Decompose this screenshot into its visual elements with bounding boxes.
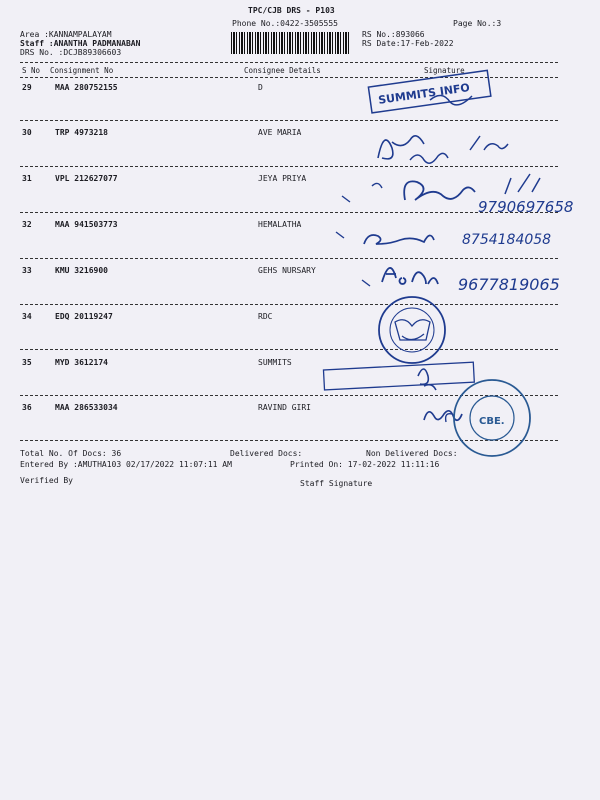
- row-consignment: MAA 280752155: [55, 83, 118, 92]
- row-sno: 31: [22, 174, 32, 183]
- round-stamp-34: [379, 297, 445, 363]
- phone-33: 9677819065: [458, 275, 560, 294]
- round-stamp-36: [454, 380, 530, 456]
- area-label: Area :KANNAMPALAYAM: [20, 30, 112, 39]
- row-consignee: SUMMITS: [258, 358, 292, 367]
- phone-31: 9790697658: [478, 198, 574, 216]
- stamp-round-text: CBE.: [479, 416, 505, 427]
- row-sno: 33: [22, 266, 32, 275]
- row-sno: 35: [22, 358, 32, 367]
- row-consignee: RDC: [258, 312, 273, 321]
- row-sno: 34: [22, 312, 32, 321]
- rs-number: RS No.:893066: [362, 30, 425, 39]
- row-consignment: KMU 3216900: [55, 266, 108, 275]
- col-consignee: Consignee Details: [244, 66, 321, 75]
- col-sno: S No: [22, 66, 41, 75]
- row-sno: 30: [22, 128, 32, 137]
- row-consignment: TRP 4973218: [55, 128, 108, 137]
- row-consignment: MAA 286533034: [55, 403, 118, 412]
- row-consignment: EDQ 20119247: [55, 312, 113, 321]
- printed-on: Printed On: 17-02-2022 11:11:16: [290, 460, 440, 469]
- row-consignment: MAA 941503773: [55, 220, 118, 229]
- row-consignee: D: [258, 83, 263, 92]
- row-consignment: MYD 3612174: [55, 358, 108, 367]
- staff-signature: Staff Signature: [300, 479, 373, 488]
- col-signature: Signature: [424, 66, 465, 75]
- row-consignee: RAVIND GIRI: [258, 403, 311, 412]
- company-stamp-35: [323, 362, 474, 390]
- row-sno: 29: [22, 83, 32, 92]
- row-consignee: GEHS NURSARY: [258, 266, 316, 275]
- total-docs: Total No. Of Docs: 36: [20, 449, 122, 458]
- phone-32: 8754184058: [462, 232, 552, 248]
- delivered-docs: Delivered Docs:: [230, 449, 303, 458]
- non-delivered-docs: Non Delivered Docs:: [366, 449, 458, 458]
- row-consignee: HEMALATHA: [258, 220, 302, 229]
- stamp-text: SUMMITS INFO: [377, 81, 471, 107]
- entered-by: Entered By :AMUTHA103 02/17/2022 11:07:11 AM: [20, 460, 232, 469]
- row-consignment: VPL 212627077: [55, 174, 118, 183]
- verified-by: Verified By: [20, 476, 73, 485]
- row-consignee: AVE MARIA: [258, 128, 302, 137]
- row-sno: 32: [22, 220, 32, 229]
- company-stamp-top: [368, 70, 490, 112]
- row-sno: 36: [22, 403, 32, 412]
- row-consignee: JEYA PRIYA: [258, 174, 307, 183]
- drs-title: TPC/CJB DRS - P103: [248, 6, 335, 15]
- rs-date: RS Date:17-Feb-2022: [362, 39, 454, 48]
- staff-label: Staff :ANANTHA PADMANABAN: [20, 39, 141, 48]
- col-consignment: Consignment No: [50, 66, 114, 75]
- drs-number: DRS No. :DCJB89306603: [20, 48, 122, 57]
- page-number: Page No.:3: [453, 19, 502, 28]
- phone-number: Phone No.:0422-3505555: [232, 19, 338, 28]
